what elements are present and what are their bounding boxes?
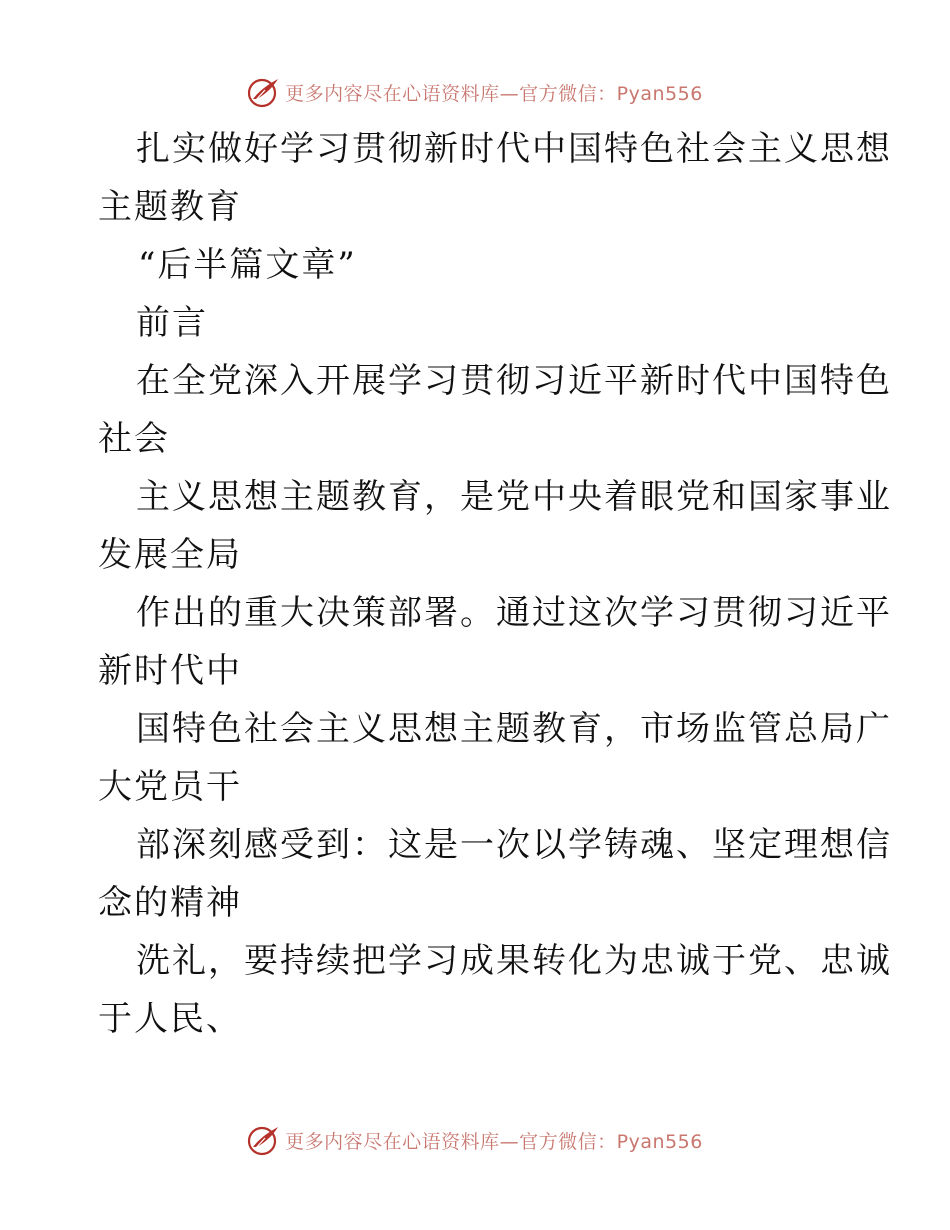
paragraph-line: 大党员干 xyxy=(98,767,242,807)
paragraph-line: 新时代中 xyxy=(98,651,242,691)
feather-pen-logo-icon xyxy=(247,1123,281,1157)
watermark-text: 更多内容尽在心语资料库—官方微信：Pyan556 xyxy=(285,82,703,105)
title-line-2: 主题教育 xyxy=(98,187,242,227)
paragraph-line: 作出的重大决策部署。通过这次学习贯彻习近平 xyxy=(136,593,892,633)
paragraph-line: 洗礼，要持续把学习成果转化为忠诚于党、忠诚 xyxy=(136,941,892,981)
feather-pen-logo-icon xyxy=(247,75,281,109)
document-body xyxy=(98,120,892,1048)
paragraph-line: 在全党深入开展学习贯彻习近平新时代中国特色 xyxy=(136,361,892,401)
paragraph-line: 社会 xyxy=(98,419,170,459)
paragraph-line: 发展全局 xyxy=(98,535,242,575)
paragraph-line: 主义思想主题教育，是党中央着眼党和国家事业 xyxy=(136,477,892,517)
title-line-1: 扎实做好学习贯彻新时代中国特色社会主义思想 xyxy=(136,129,892,169)
watermark-text: 更多内容尽在心语资料库—官方微信：Pyan556 xyxy=(285,1130,703,1153)
preface-heading: 前言 xyxy=(136,303,208,343)
header-watermark xyxy=(0,72,950,112)
paragraph-line: 于人民、 xyxy=(98,999,242,1039)
footer-watermark xyxy=(0,1120,950,1160)
paragraph-line: 国特色社会主义思想主题教育，市场监管总局广 xyxy=(136,709,892,749)
paragraph-line: 部深刻感受到：这是一次以学铸魂、坚定理想信 xyxy=(136,825,892,865)
subtitle-line: “后半篇文章” xyxy=(138,245,357,285)
paragraph-line: 念的精神 xyxy=(98,883,242,923)
